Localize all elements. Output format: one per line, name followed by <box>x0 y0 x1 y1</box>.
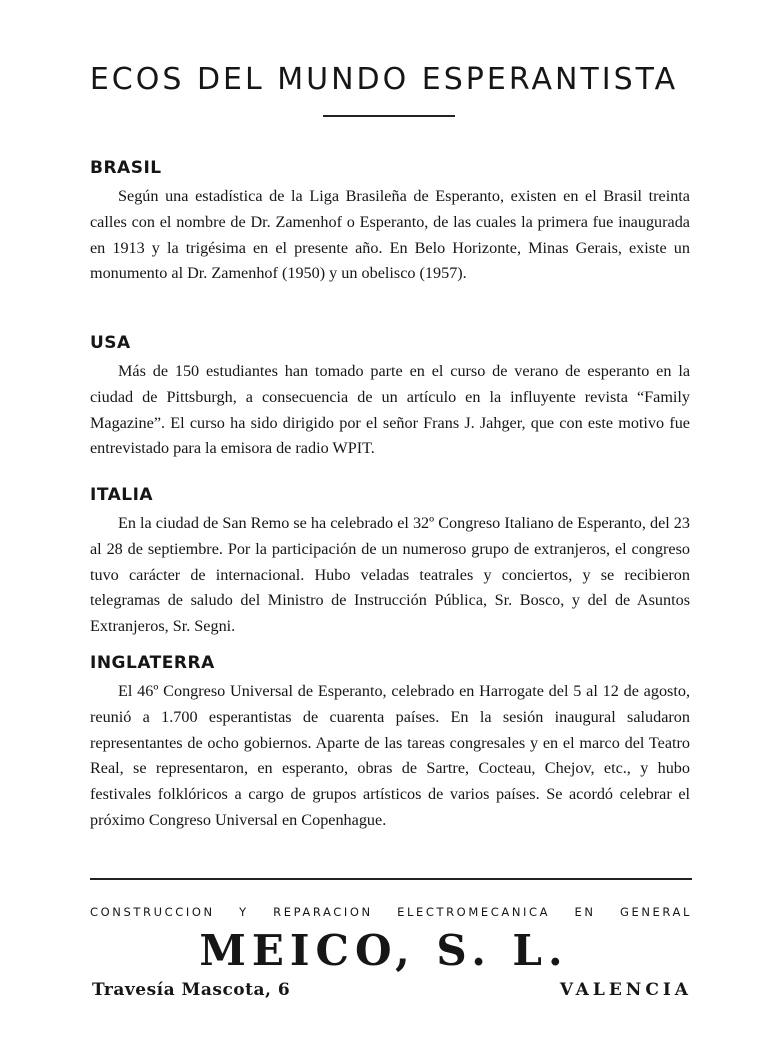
company-logo: MEICO, S. L. <box>199 926 569 975</box>
section-body: Más de 150 estudiantes han tomado parte en el curso de verano de esperanto en la ciudad de Pittsburgh, a consecuencia de un artículo en la influyente revista “Family Magazine”. El curso ha sido dirigido por el señor Frans J. Jahger, que con este motivo fue entrevistado para la emisora de radio WPIT. <box>90 362 690 458</box>
section-brasil <box>90 158 690 287</box>
section-body: Según una estadística de la Liga Brasileña de Esperanto, existen en el Brasil treinta calles con el nombre de Dr. Zamenhof o Esperanto, de las cuales la primera fue inaugurada en 1913 y la trigésima en el presente año. En Belo Horizonte, Minas Gerais, existe un monumento al Dr. Zamenhof (1950) y un obelisco (1957). <box>90 187 690 283</box>
company-address: Travesía Mascota, 6 <box>92 980 291 1000</box>
section-inglaterra <box>90 653 690 834</box>
section-body: En la ciudad de San Remo se ha celebrado el 32º Congreso Italiano de Esperanto, del 23 al 28 de septiembre. Por la participación de un numeroso grupo de extranjeros, el congreso tuvo carácter de internacional. Hubo veladas teatrales y conciertos, y se recibieron telegramas de saludo del Ministro de Instrucción Pública, Sr. Bosco, y del de Asuntos Extranjeros, Sr. Segni. <box>90 514 690 636</box>
title-underline <box>323 115 455 117</box>
section-heading: INGLATERRA <box>90 653 215 673</box>
company-city: VALENCIA <box>559 980 692 1000</box>
section-heading: USA <box>90 333 131 353</box>
section-heading: ITALIA <box>90 485 154 505</box>
advertisement-tagline: CONSTRUCCION Y REPARACION ELECTROMECANICA EN GENERAL <box>90 905 692 919</box>
section-heading: BRASIL <box>90 158 162 178</box>
section-usa <box>90 333 690 462</box>
section-italia <box>90 485 690 640</box>
page-title: ECOS DEL MUNDO ESPERANTISTA <box>89 62 679 97</box>
advertisement-divider <box>90 878 692 880</box>
section-body: El 46º Congreso Universal de Esperanto, celebrado en Harrogate del 5 al 12 de agosto, reunió a 1.700 esperantistas de cuarenta países. En la sesión inaugural saludaron representantes de ocho gobiernos. Aparte de las tareas congresales y en el marco del Teatro Real, se representaron, en esperanto, obras de Sartre, Cocteau, Chejov, etc., y hubo festivales folklóricos a cargo de grupos artísticos de varios países. Se acordó celebrar el próximo Congreso Universal en Copenhague. <box>90 682 690 829</box>
